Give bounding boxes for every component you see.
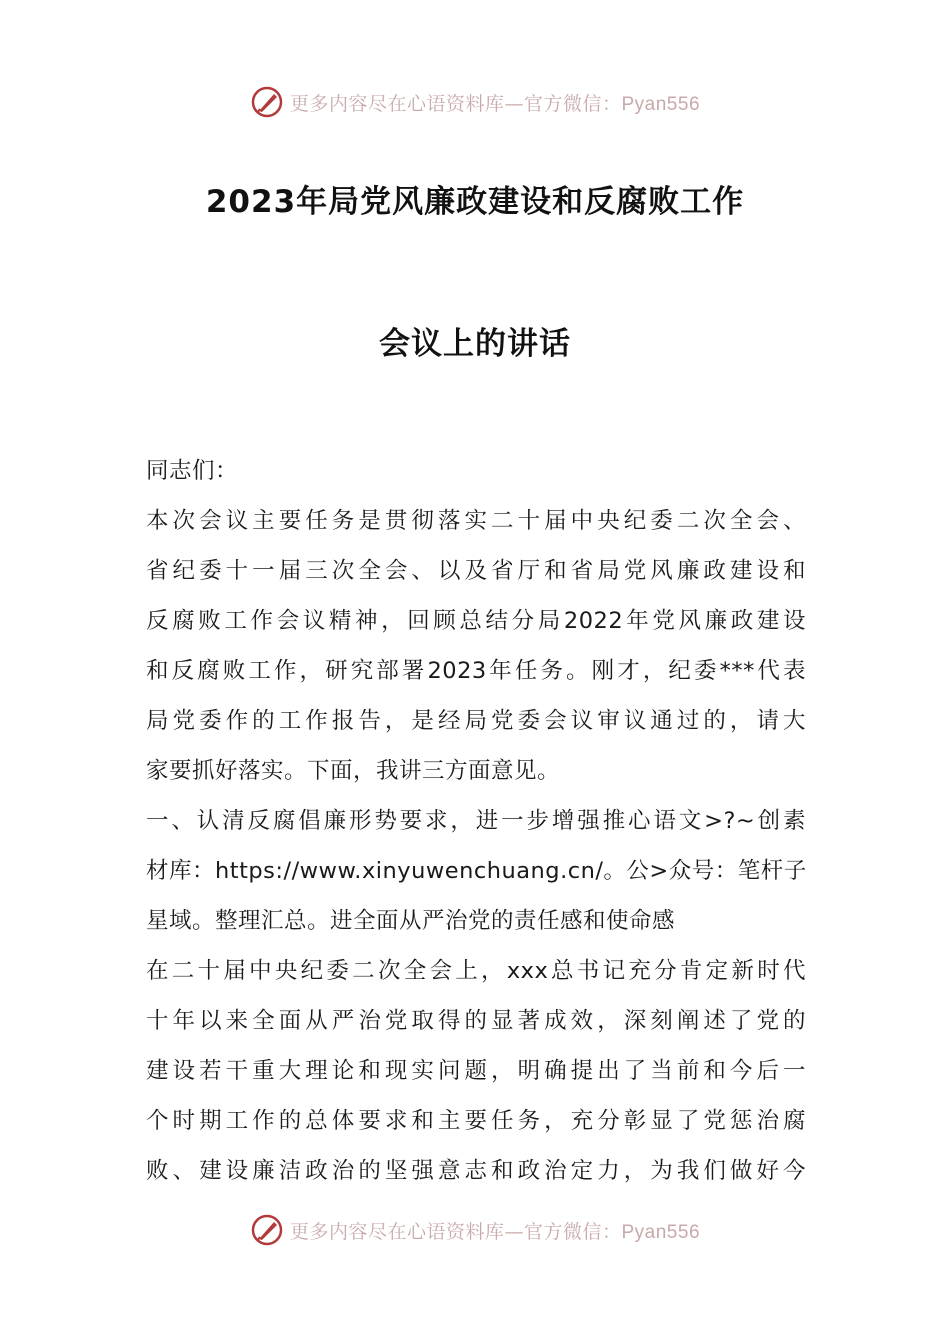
quill-pen-logo-icon	[250, 1213, 284, 1247]
body-line: 局党委作的工作报告，是经局党委会议审议通过的，请大	[146, 708, 806, 734]
body-line: 败、建设廉洁政治的坚强意志和政治定力，为我们做好今	[146, 1158, 806, 1184]
body-line: 材库：https://www.xinyuwenchuang.cn/。公>众号：笔杆子	[146, 858, 807, 884]
body-line: 一、认清反腐倡廉形势要求，进一步增强推心语文>?~创素	[146, 808, 806, 834]
header-banner-text: 更多内容尽在心语资料库—官方微信：Pyan556	[289, 92, 701, 115]
body-line: 省纪委十一届三次全会、以及省厅和省局党风廉政建设和	[146, 558, 806, 584]
body-line: 建设若干重大理论和现实问题，明确提出了当前和今后一	[146, 1058, 806, 1084]
footer-banner-text: 更多内容尽在心语资料库—官方微信：Pyan556	[289, 1220, 701, 1243]
body-line: 星域。整理汇总。进全面从严治党的责任感和使命感	[146, 908, 676, 934]
header-wechat-id: Pyan556	[621, 93, 701, 115]
header-banner	[0, 82, 950, 122]
title-line-1: 2023年局党风廉政建设和反腐败工作	[205, 184, 745, 220]
body-line: 和反腐败工作，研究部署2023年任务。刚才，纪委***代表	[146, 658, 806, 684]
body-line: 个时期工作的总体要求和主要任务，充分彰显了党惩治腐	[146, 1108, 806, 1134]
footer-wechat-id: Pyan556	[621, 1221, 701, 1243]
quill-pen-logo-icon	[250, 85, 284, 119]
body-text	[146, 446, 806, 1196]
body-line: 家要抓好落实。下面，我讲三方面意见。	[146, 758, 561, 784]
footer-banner	[0, 1210, 950, 1250]
body-line: 反腐败工作会议精神，回顾总结分局2022年党风廉政建设	[146, 608, 806, 634]
body-line: 本次会议主要任务是贯彻落实二十届中央纪委二次全会、	[146, 508, 806, 534]
body-line: 同志们：	[146, 458, 239, 484]
body-line: 十年以来全面从严治党取得的显著成效，深刻阐述了党的	[146, 1008, 806, 1034]
body-line: 在二十届中央纪委二次全会上，xxx总书记充分肯定新时代	[146, 958, 806, 984]
title-line-2: 会议上的讲话	[379, 326, 571, 362]
